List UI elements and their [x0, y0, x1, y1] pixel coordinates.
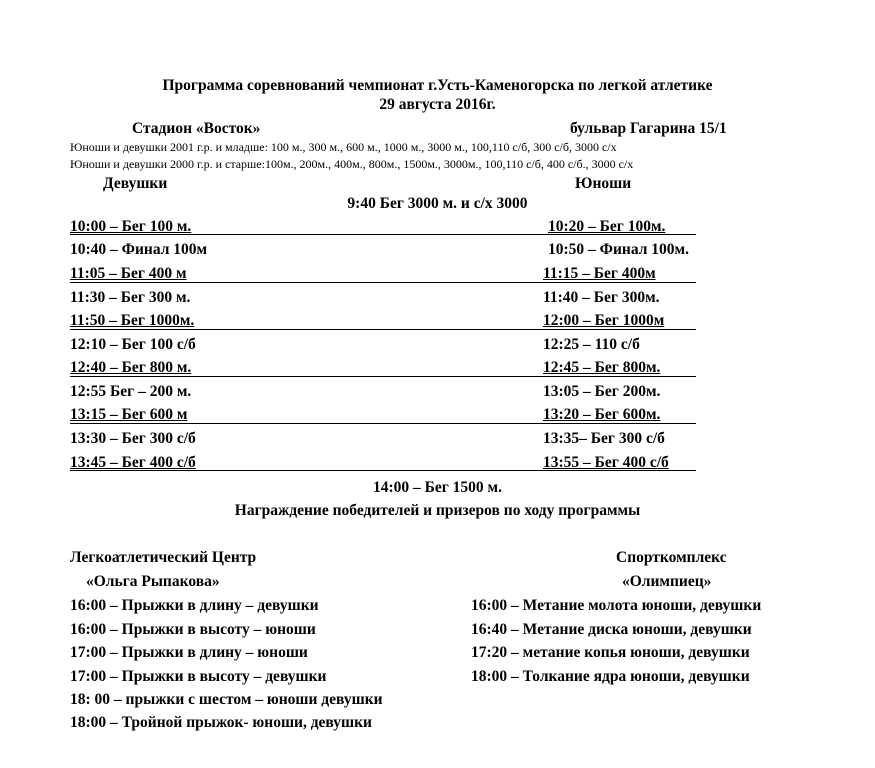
left-venue-event: 17:00 – Прыжки в высоту – девушки [70, 668, 327, 685]
girls-event: 13:30 – Бег 300 с/б [70, 430, 196, 447]
row-divider [70, 423, 696, 424]
column-header-girls: Девушки [103, 175, 168, 192]
girls-event: 12:40 – Бег 800 м. [70, 359, 192, 376]
venue-right: бульвар Гагарина 15/1 [570, 120, 727, 137]
opening-event: 9:40 Бег 3000 м. и с/х 3000 [347, 195, 528, 212]
column-header-boys: Юноши [575, 175, 632, 192]
left-venue-event: 17:00 – Прыжки в длину – юноши [70, 644, 308, 661]
boys-event: 11:40 – Бег 300м. [543, 289, 660, 306]
row-divider [70, 470, 696, 471]
right-venue-event: 16:00 – Метание молота юноши, девушки [471, 597, 762, 614]
boys-event: 13:35– Бег 300 с/б [543, 430, 665, 447]
left-venue-name: Легкоатлетический Центр [70, 549, 257, 566]
boys-event: 10:50 – Финал 100м. [548, 241, 689, 258]
boys-event: 12:45 – Бег 800м. [543, 359, 661, 376]
left-venue-event: 16:00 – Прыжки в высоту – юноши [70, 621, 316, 638]
left-venue-event: 16:00 – Прыжки в длину – девушки [70, 597, 319, 614]
closing-event: 14:00 – Бег 1500 м. [372, 479, 502, 496]
girls-event: 13:15 – Бег 600 м [70, 406, 188, 423]
right-venue-event: 16:40 – Метание диска юноши, девушки [471, 621, 752, 638]
girls-event: 12:55 Бег – 200 м. [70, 383, 192, 400]
girls-event: 13:45 – Бег 400 с/б [70, 454, 196, 471]
girls-event: 12:10 – Бег 100 с/б [70, 336, 196, 353]
document-date: 29 августа 2016г. [379, 96, 496, 113]
right-venue-subname: «Олимпиец» [622, 573, 712, 590]
left-venue-event: 18:00 – Тройной прыжок- юноши, девушки [70, 714, 372, 731]
girls-event: 11:05 – Бег 400 м [70, 265, 187, 282]
row-divider [70, 376, 696, 377]
row-divider [70, 329, 696, 330]
boys-event: 13:20 – Бег 600м. [543, 406, 661, 423]
row-divider [70, 234, 696, 235]
boys-event: 11:15 – Бег 400м [543, 265, 656, 282]
right-venue-event: 18:00 – Толкание ядра юноши, девушки [471, 668, 750, 685]
row-divider [70, 282, 696, 283]
boys-event: 13:05 – Бег 200м. [543, 383, 661, 400]
girls-event: 11:30 – Бег 300 м. [70, 289, 191, 306]
venue-left: Стадион «Восток» [132, 120, 261, 137]
girls-event: 11:50 – Бег 1000м. [70, 312, 195, 329]
boys-event: 13:55 – Бег 400 с/б [543, 454, 669, 471]
right-venue-name: Спорткомплекс [616, 549, 727, 566]
document-title: Программа соревнований чемпионат г.Усть-Каменогорска по легкой атлетике [162, 77, 713, 94]
boys-event: 12:25 – 110 с/б [543, 336, 640, 353]
boys-event: 12:00 – Бег 1000м [543, 312, 665, 329]
boys-event: 10:20 – Бег 100м. [548, 218, 666, 235]
right-venue-event: 17:20 – метание копья юноши, девушки [471, 644, 750, 661]
age-group-line-1: Юноши и девушки 2001 г.р. и младше: 100 м., 300 м., 600 м., 1000 м., 3000 м., 100,110 с/б, 300 с/б, 3000 с/х [70, 140, 617, 154]
age-group-line-2: Юноши и девушки 2000 г.р. и старше:100м., 200м., 400м., 800м., 1500м., 3000м., 100,110 с/б, 400 с/б., 3000 с/х [70, 157, 634, 171]
left-venue-event: 18: 00 – прыжки с шестом – юноши девушки [70, 691, 383, 708]
girls-event: 10:40 – Финал 100м [70, 241, 208, 258]
girls-event: 10:00 – Бег 100 м. [70, 218, 192, 235]
awards-note: Награждение победителей и призеров по ходу программы [234, 502, 641, 519]
left-venue-subname: «Ольга Рыпакова» [86, 573, 220, 590]
